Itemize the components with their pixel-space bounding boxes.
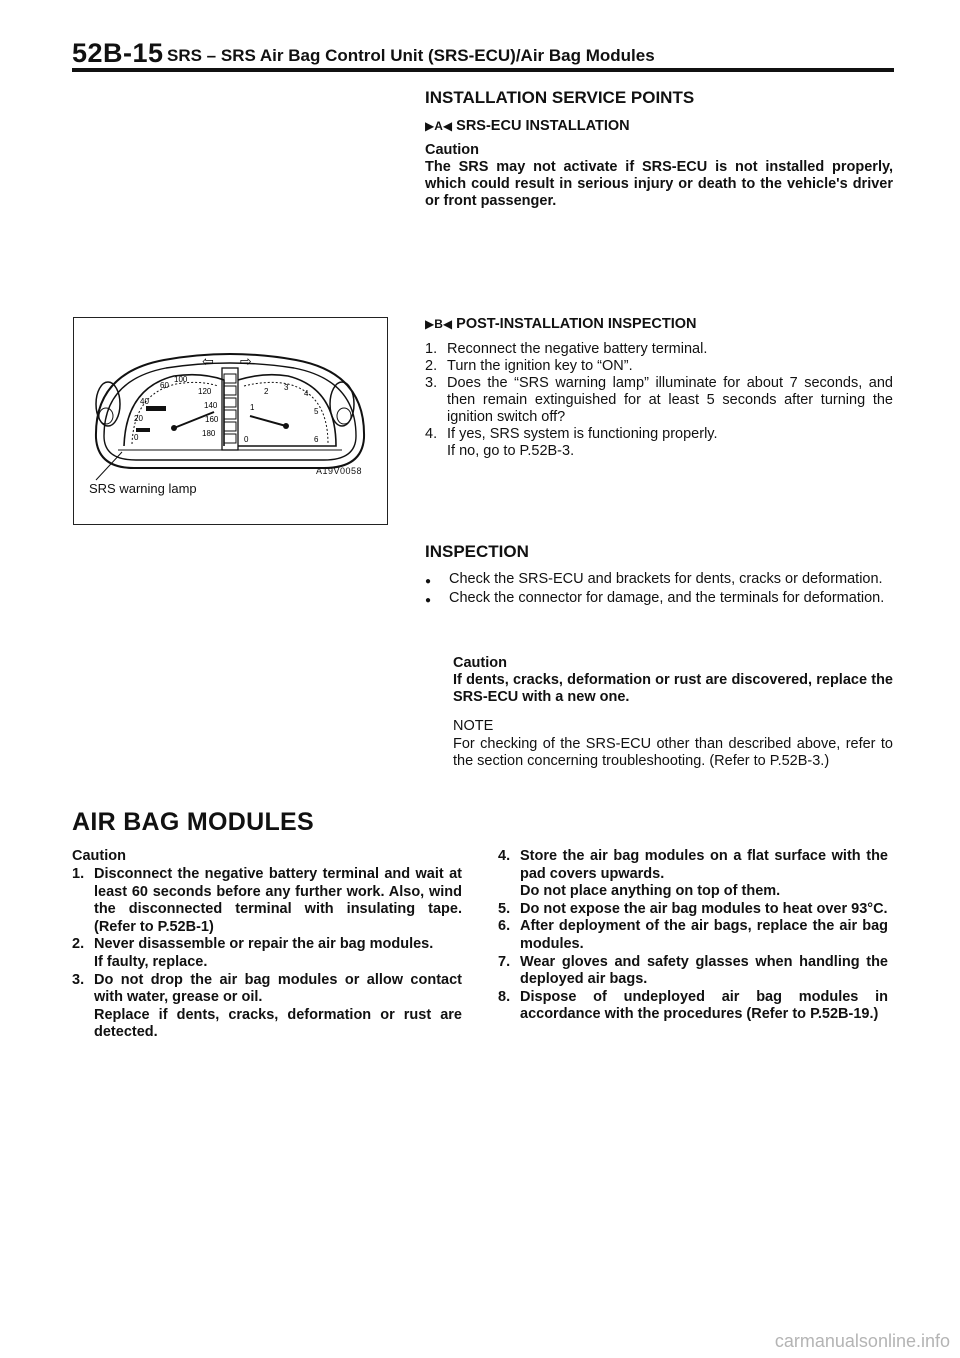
bullet-text: Check the SRS-ECU and brackets for dents, cracks or deformation. — [449, 571, 883, 587]
module-item-text-secondary: If faulty, replace. — [94, 953, 208, 970]
modules-caution-label: Caution — [72, 848, 126, 864]
inspection-caution-label: Caution — [453, 655, 507, 671]
step-item — [425, 358, 893, 375]
modules-list-right — [498, 848, 888, 1024]
page-title: SRS – SRS Air Bag Control Unit (SRS-ECU)/Air Bag Modules — [167, 46, 655, 65]
module-item — [498, 848, 888, 901]
module-item-text: Dispose of undeployed air bag modules in accordance with the procedures (Refer to P.52B-19.) — [520, 988, 888, 1023]
bullet-item — [425, 590, 893, 609]
step-text: If yes, SRS system is functioning properly. — [447, 426, 718, 442]
module-item-number: 1. — [72, 866, 85, 882]
module-item — [498, 954, 888, 989]
tach-tick-1: 1 — [250, 403, 255, 412]
bullet-text: Check the connector for damage, and the terminals for deformation. — [449, 590, 885, 606]
figure-code: A19V0058 — [316, 466, 363, 476]
step-text-secondary: If no, go to P.52B-3. — [447, 443, 575, 459]
step-text: Reconnect the negative battery terminal. — [447, 341, 708, 357]
module-item-text: Store the air bag modules on a flat surface with the pad covers upwards. — [520, 848, 888, 882]
module-item — [498, 918, 888, 953]
turn-signal-right-icon: ⇨ — [240, 354, 252, 370]
footer-watermark: carmanualsonline.info — [774, 1331, 950, 1351]
step-text: Does the “SRS warning lamp” illuminate for about 7 seconds, and then remain extinguished for at least 5 seconds after turning the ignition switch off? — [447, 375, 893, 425]
post-installation-title: POST-INSTALLATION INSPECTION — [456, 316, 697, 332]
module-item — [498, 989, 888, 1024]
caution-text-a: The SRS may not activate if SRS-ECU is not installed properly, which could result in serious injury or death to the vehicle's driver or front passenger. — [425, 159, 893, 209]
module-item-number: 6. — [498, 918, 511, 935]
step-text: Turn the ignition key to “ON”. — [447, 358, 633, 374]
speed-tick-20: 20 — [134, 414, 143, 423]
module-item-text: Wear gloves and safety glasses when handling the deployed air bags. — [520, 953, 888, 988]
srs-ecu-installation-heading — [425, 118, 630, 134]
module-item — [72, 866, 462, 936]
module-item-number: 4. — [498, 848, 511, 864]
module-item-text-secondary: Do not place anything on top of them. — [520, 883, 781, 900]
module-item-text: Disconnect the negative battery terminal and wait at least 60 seconds before any further work. Also, wind the disconnected terminal with insulating tape. (Refer to P.52B-1) — [94, 866, 462, 935]
speed-tick-100: 100 — [174, 375, 188, 384]
bullet-item — [425, 571, 893, 590]
tach-tick-3: 3 — [284, 383, 289, 392]
step-text-group — [447, 426, 893, 460]
speed-tick-180: 180 — [202, 429, 216, 438]
speed-tick-60: 60 — [160, 381, 169, 390]
inspection-caution-text: If dents, cracks, deformation or rust are discovered, replace the SRS-ECU with a new one. — [453, 672, 893, 705]
step-item — [425, 426, 893, 460]
tach-tick-2: 2 — [264, 387, 269, 396]
module-item-text: After deployment of the air bags, replace the air bag modules. — [520, 918, 888, 952]
step-number: 2. — [425, 358, 438, 374]
module-item — [498, 901, 888, 919]
bullet-dot: ● — [425, 595, 432, 606]
air-bag-modules-heading: AIR BAG MODULES — [72, 808, 314, 836]
post-installation-heading — [425, 316, 696, 332]
installation-service-points-heading: INSTALLATION SERVICE POINTS — [425, 88, 695, 107]
module-item-text-group — [520, 848, 888, 901]
speed-tick-140: 140 — [204, 401, 218, 410]
note-text: For checking of the SRS-ECU other than described above, refer to the section concerning troubleshooting. (Refer to P.52B-3.) — [453, 736, 893, 769]
step-item — [425, 375, 893, 426]
step-number: 3. — [425, 375, 438, 391]
srs-ecu-installation-title: SRS-ECU INSTALLATION — [456, 118, 630, 134]
tach-tick-6: 6 — [314, 435, 319, 444]
marker-b: ▶B◀ — [425, 317, 453, 331]
speed-tick-120: 120 — [198, 387, 212, 396]
module-item-number: 2. — [72, 936, 85, 953]
post-installation-steps — [425, 341, 893, 460]
turn-signal-left-icon: ⇦ — [202, 354, 214, 370]
module-item-text: Do not expose the air bag modules to heat over 93°C. — [520, 900, 888, 917]
step-number: 1. — [425, 341, 438, 357]
module-item-number: 3. — [72, 971, 85, 988]
speed-tick-0: 0 — [134, 433, 139, 442]
step-number: 4. — [425, 426, 438, 442]
note-label: NOTE — [453, 718, 494, 734]
module-item-text: Never disassemble or repair the air bag modules. — [94, 936, 434, 953]
module-item-text-secondary: Replace if dents, cracks, deformation or rust are detected. — [94, 1006, 462, 1041]
tach-tick-5: 5 — [314, 407, 319, 416]
module-item — [72, 972, 462, 1042]
module-item-text-group — [94, 972, 462, 1042]
speed-tick-40: 40 — [140, 397, 149, 406]
inspection-heading: INSPECTION — [425, 542, 529, 561]
step-item — [425, 341, 893, 358]
module-item-number: 7. — [498, 953, 511, 970]
tach-tick-4: 4 — [304, 389, 309, 398]
module-item-text: Do not drop the air bag modules or allow contact with water, grease or oil. — [94, 971, 462, 1006]
module-item-text-group — [94, 936, 462, 971]
speed-tick-160: 160 — [205, 415, 219, 424]
caution-label-a: Caution — [425, 142, 479, 158]
marker-a: ▶A◀ — [425, 119, 453, 133]
module-item-number: 8. — [498, 988, 511, 1005]
module-item-number: 5. — [498, 900, 511, 917]
page-number: 52B-15 — [72, 38, 164, 68]
tach-tick-0: 0 — [244, 435, 249, 444]
figure-caption: SRS warning lamp — [89, 481, 197, 496]
modules-list-left — [72, 866, 462, 1042]
bullet-dot: ● — [425, 576, 432, 587]
module-item — [72, 936, 462, 971]
inspection-bullets — [425, 571, 893, 609]
header-rule — [72, 68, 894, 72]
